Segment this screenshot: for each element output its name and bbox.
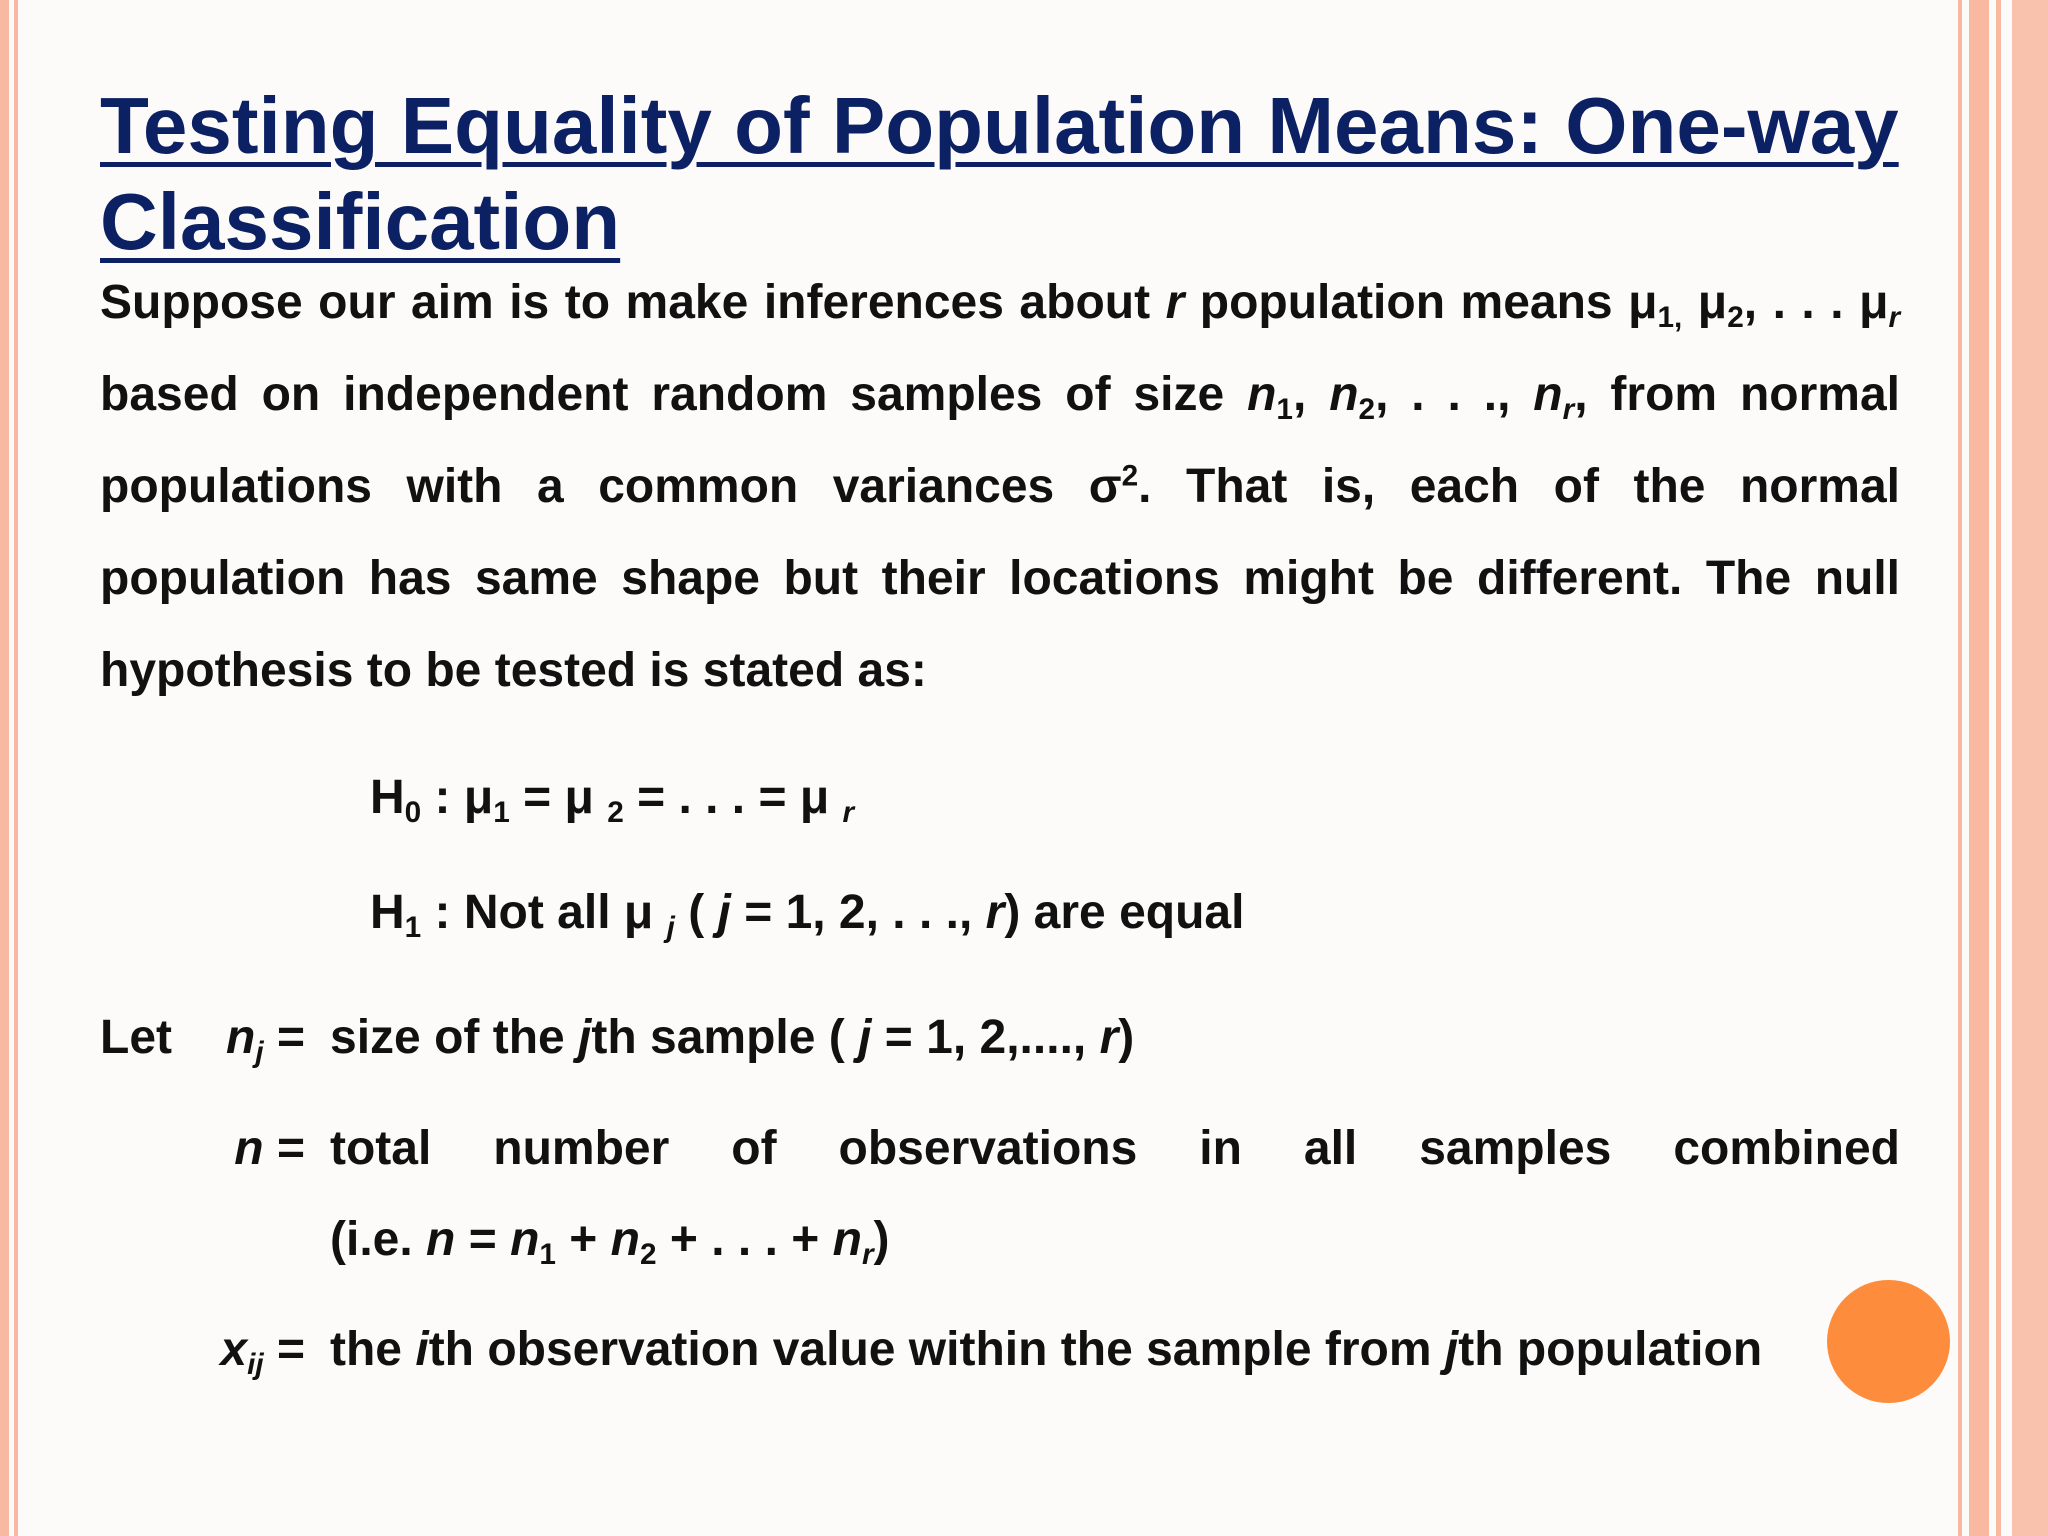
alternative-hypothesis: $H_1$ : Not all μ $_j$ ( j = 1, 2, . . ., r) are equal — [370, 886, 1245, 944]
slide-title: Testing Equality of Population Means: One-way Classification — [100, 81, 1899, 266]
let-label: Let — [100, 1011, 172, 1064]
nj-variable: $n_j$ = — [226, 1011, 305, 1069]
nj-definition: size of the jth sample ( j = 1, 2,...., r) — [330, 1011, 1135, 1064]
n-variable: n = — [234, 1122, 305, 1175]
left-border-stripe — [0, 0, 9, 1536]
n-definition-formula: (i.e. $n = n_1 + n_2$ + . . . + $n_r$) — [330, 1213, 890, 1271]
null-hypothesis: $H_0$ : $\mu_1 = \mu$ $_2$ = . . . = μ $_r$ — [370, 771, 855, 829]
right-border-thin-stripe — [1958, 0, 1962, 1536]
right-border-stripe — [1969, 0, 1989, 1536]
xij-definition: the ith observation value within the sample from jth population — [330, 1323, 1763, 1376]
xij-variable: $x_{ij}$ = — [220, 1323, 305, 1381]
intro-paragraph: Suppose our aim is to make inferences about r population means $\mu_{1,}$ $\mu_2$, . . . $\mu_r$ based on independent random samples of size $n_1$, $n_2$, . . ., $n_r$, from normal populations with a common variances $\sigma^2$. That is, each of the normal population has same shape but their locations might be different. The null hypothesis to be tested is stated as: — [100, 276, 1901, 697]
n-definition: total number of observations in all samples combined — [330, 1122, 1900, 1175]
right-border-thin-stripe-2 — [1996, 0, 2001, 1536]
left-border-thin-stripe — [14, 0, 18, 1536]
accent-circle — [1827, 1280, 1950, 1403]
right-border-wide-stripe — [2012, 0, 2048, 1536]
